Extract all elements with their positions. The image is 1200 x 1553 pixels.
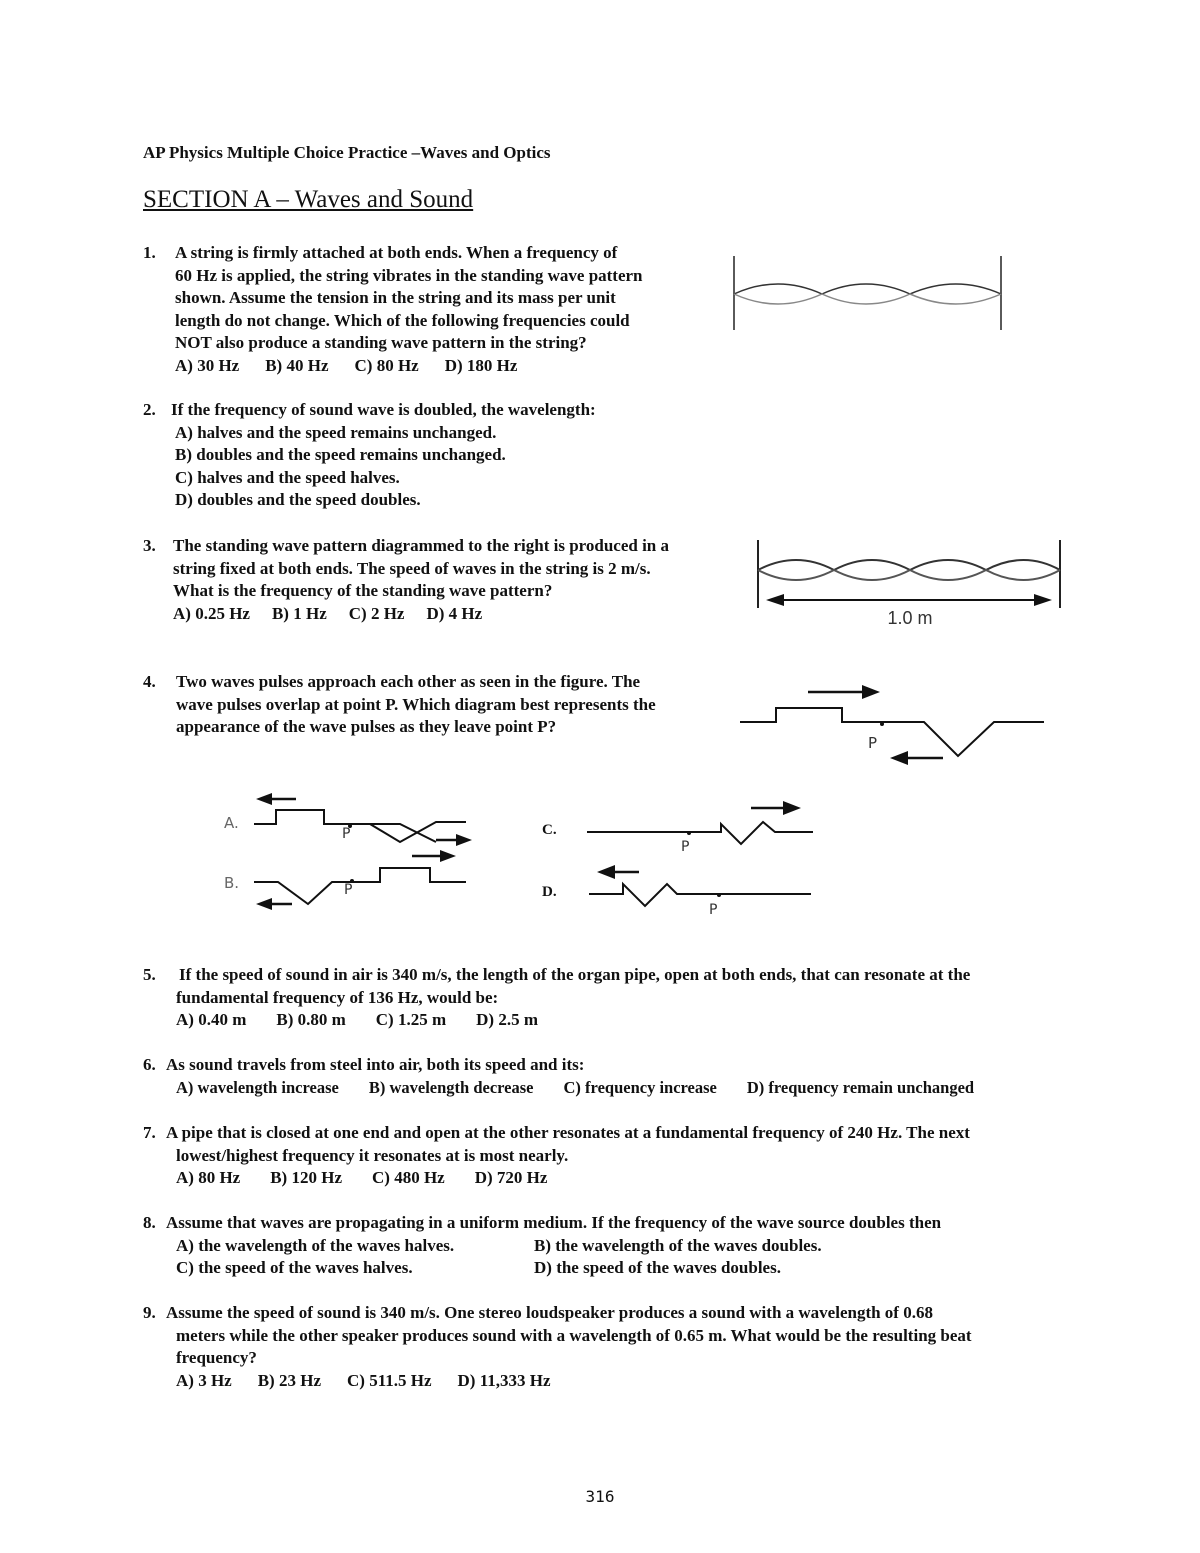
option-d: D) 2.5 m bbox=[476, 1010, 538, 1030]
point-p-label: P bbox=[868, 734, 878, 752]
question-text-line: As sound travels from steel into air, both its speed and its: bbox=[166, 1055, 585, 1074]
question-text-line: frequency? bbox=[176, 1348, 257, 1368]
option-c: C) the speed of the waves halves. bbox=[176, 1258, 413, 1278]
option-c: C) halves and the speed halves. bbox=[175, 467, 400, 487]
diagram-label-a: A. bbox=[224, 814, 239, 832]
question-text-line: Two waves pulses approach each other as seen in the figure. The bbox=[176, 672, 641, 691]
option-a: A) 80 Hz bbox=[176, 1168, 241, 1188]
option-b: B) 120 Hz bbox=[270, 1168, 342, 1188]
question-text-line: A pipe that is closed at one end and open at the other resonates at a fundamental frequency of 240 Hz. The next bbox=[166, 1123, 970, 1142]
question-number: 1. bbox=[143, 243, 156, 262]
question-number: 2. bbox=[143, 400, 156, 419]
option-b: B) 40 Hz bbox=[265, 355, 329, 375]
option-d: D) 4 Hz bbox=[426, 603, 483, 623]
option-a: A) wavelength increase bbox=[176, 1077, 339, 1097]
question-number: 8. bbox=[143, 1213, 156, 1232]
answer-options bbox=[175, 355, 643, 378]
standing-wave-figure-3 bbox=[752, 538, 1070, 630]
answer-options bbox=[173, 603, 669, 626]
wave-pulses-figure bbox=[738, 678, 1048, 770]
option-b: B) 1 Hz bbox=[271, 603, 327, 623]
question-text-line: string fixed at both ends. The speed of waves in the string is 2 m/s. bbox=[173, 558, 651, 578]
question-text-line: length do not change. Which of the following frequencies could bbox=[175, 310, 630, 330]
question-number: 7. bbox=[143, 1123, 156, 1142]
section-title: SECTION A – Waves and Sound bbox=[143, 186, 474, 213]
question-text-line: wave pulses overlap at point P. Which diagram best represents the bbox=[176, 694, 656, 714]
diagram-label-d: D. bbox=[542, 884, 557, 900]
point-p-label: P bbox=[709, 902, 718, 918]
option-a: A) 0.25 Hz bbox=[173, 603, 250, 623]
option-b: B) 23 Hz bbox=[257, 1370, 321, 1390]
option-d: D) 720 Hz bbox=[474, 1168, 548, 1188]
question-text-line: Assume the speed of sound is 340 m/s. One stereo loudspeaker produces a sound with a wavelength of 0.68 bbox=[166, 1303, 933, 1322]
answer-options bbox=[176, 1370, 972, 1393]
option-b: B) 0.80 m bbox=[276, 1010, 346, 1030]
point-p-label: P bbox=[344, 882, 353, 898]
standing-wave-figure-1 bbox=[728, 252, 1013, 334]
option-b: B) doubles and the speed remains unchanged. bbox=[175, 445, 506, 465]
option-d: D) frequency remain unchanged bbox=[746, 1077, 975, 1097]
option-a: A) the wavelength of the waves halves. bbox=[176, 1235, 455, 1255]
answer-options bbox=[176, 1009, 970, 1032]
option-b: B) the wavelength of the waves doubles. bbox=[534, 1235, 822, 1255]
option-a: A) halves and the speed remains unchanged. bbox=[175, 422, 497, 442]
question-text-line: 60 Hz is applied, the string vibrates in the standing wave pattern bbox=[175, 265, 643, 285]
option-d: D) 180 Hz bbox=[444, 355, 518, 375]
page-number: 316 bbox=[585, 1487, 615, 1506]
question-text-line: What is the frequency of the standing wave pattern? bbox=[173, 581, 553, 601]
point-p-label: P bbox=[342, 826, 351, 842]
question-text-line: The standing wave pattern diagrammed to the right is produced in a bbox=[173, 536, 670, 555]
option-a: A) 30 Hz bbox=[175, 355, 240, 375]
question-number: 4. bbox=[143, 672, 156, 691]
answer-row bbox=[176, 1235, 941, 1258]
question-number: 9. bbox=[143, 1303, 156, 1322]
question-text-line: NOT also produce a standing wave pattern in the string? bbox=[175, 333, 587, 353]
option-c: C) 1.25 m bbox=[375, 1010, 447, 1030]
question-text-line: lowest/highest frequency it resonates at is most nearly. bbox=[176, 1145, 569, 1165]
option-c: C) frequency increase bbox=[563, 1077, 717, 1097]
question-text-line: fundamental frequency of 136 Hz, would be: bbox=[176, 987, 499, 1007]
answer-diagram-d bbox=[585, 862, 820, 920]
answer-diagram-b bbox=[252, 846, 477, 912]
point-p-label: P bbox=[681, 839, 690, 855]
answer-options bbox=[176, 1167, 970, 1190]
option-a: A) 3 Hz bbox=[176, 1370, 232, 1390]
question-number: 5. bbox=[143, 965, 156, 984]
question-text-line: appearance of the wave pulses as they leave point P? bbox=[176, 717, 557, 737]
answer-diagram-c bbox=[585, 796, 820, 856]
diagram-label-b: B. bbox=[224, 874, 240, 892]
question-text-line: Assume that waves are propagating in a uniform medium. If the frequency of the wave source doubles then bbox=[166, 1213, 942, 1232]
option-c: C) 480 Hz bbox=[372, 1168, 445, 1188]
page-header: AP Physics Multiple Choice Practice –Waves and Optics bbox=[143, 143, 551, 162]
question-number: 3. bbox=[143, 536, 156, 555]
diagram-label-c: C. bbox=[542, 822, 557, 838]
question-text-line: If the speed of sound in air is 340 m/s, the length of the organ pipe, open at both ends, that can resonate at the bbox=[179, 965, 971, 984]
length-label: 1.0 m bbox=[887, 608, 933, 628]
question-text-line: A string is firmly attached at both ends. When a frequency of bbox=[175, 243, 618, 262]
option-b: B) wavelength decrease bbox=[368, 1077, 534, 1097]
option-d: D) 11,333 Hz bbox=[457, 1370, 551, 1390]
option-d: D) doubles and the speed doubles. bbox=[175, 490, 421, 510]
question-text-line: meters while the other speaker produces sound with a wavelength of 0.65 m. What would be the resulting beat bbox=[176, 1325, 972, 1345]
answer-row bbox=[176, 1257, 941, 1280]
option-c: C) 2 Hz bbox=[348, 603, 405, 623]
option-c: C) 511.5 Hz bbox=[347, 1370, 432, 1390]
answer-diagram-a bbox=[250, 790, 475, 852]
question-text-line: If the frequency of sound wave is doubled, the wavelength: bbox=[171, 400, 596, 419]
option-a: A) 0.40 m bbox=[176, 1010, 247, 1030]
option-d: D) the speed of the waves doubles. bbox=[534, 1258, 781, 1278]
option-c: C) 80 Hz bbox=[354, 355, 419, 375]
answer-options bbox=[176, 1077, 1000, 1100]
question-number: 6. bbox=[143, 1055, 156, 1074]
question-text-line: shown. Assume the tension in the string and its mass per unit bbox=[175, 288, 616, 308]
